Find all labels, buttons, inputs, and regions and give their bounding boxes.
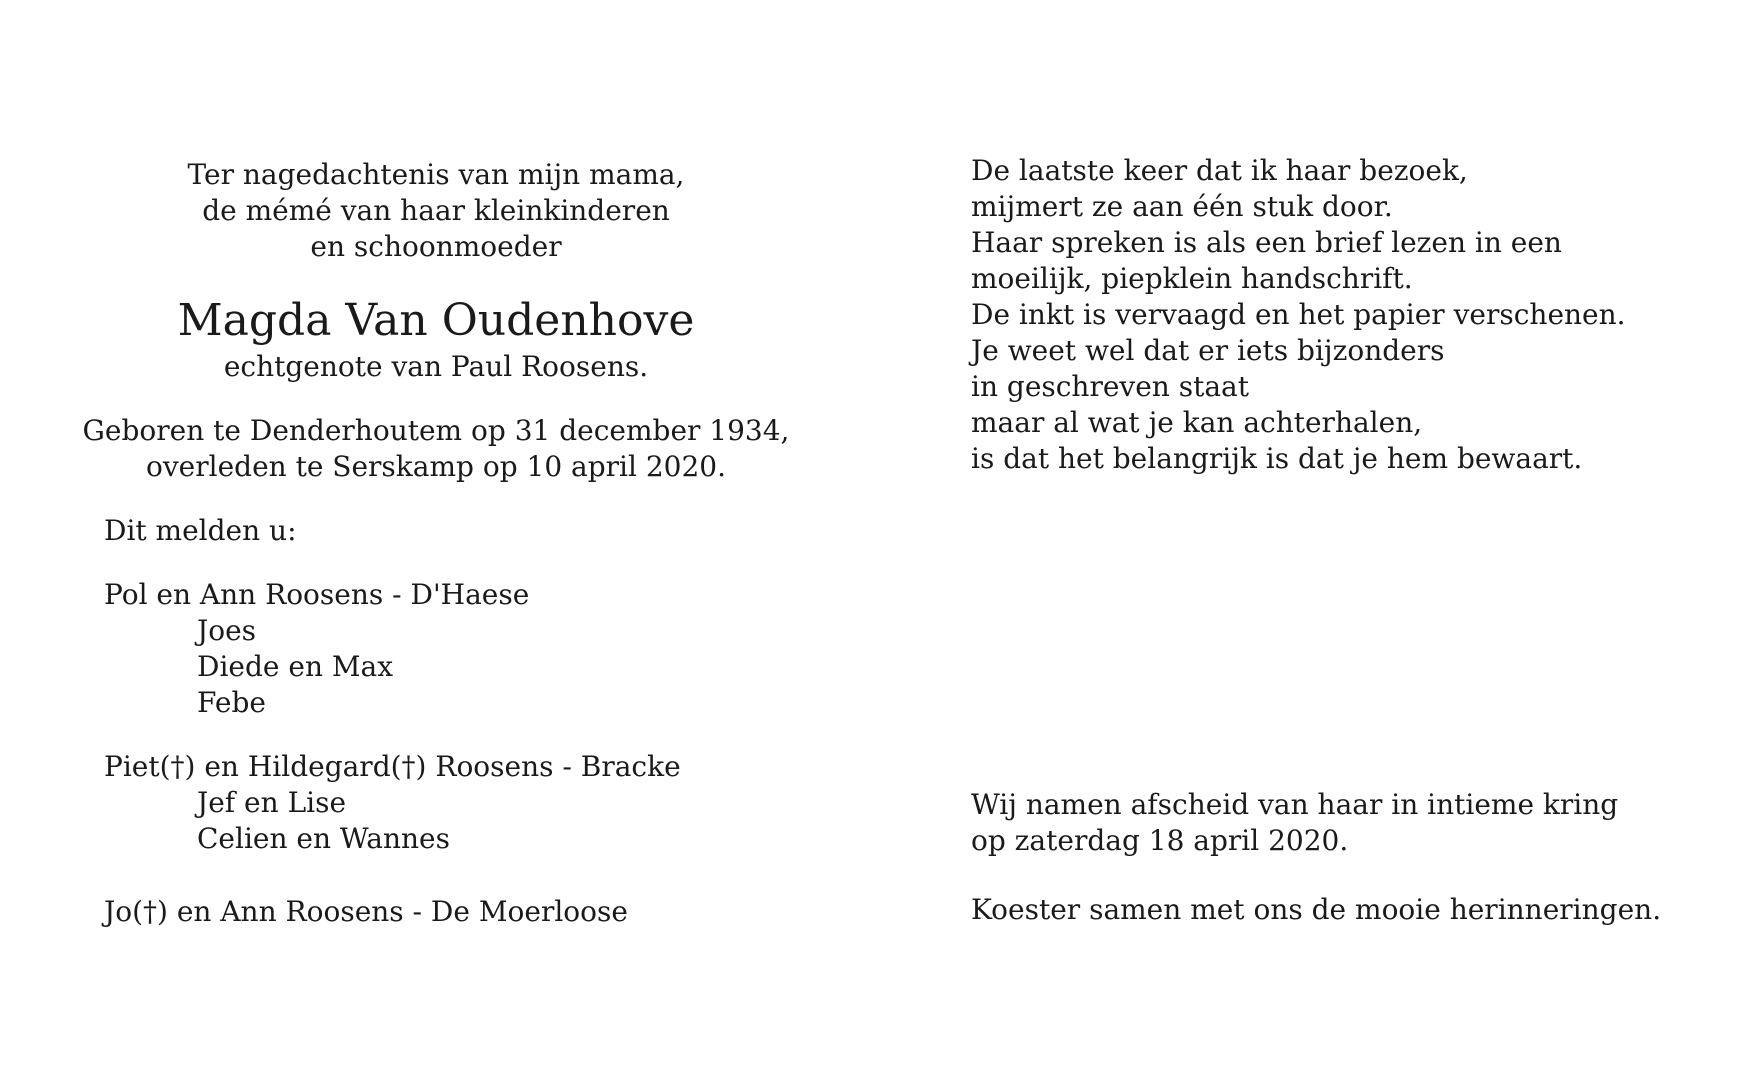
poem-line-2: mijmert ze aan één stuk door.: [971, 190, 1393, 223]
poem-line-7: in geschreven staat: [971, 370, 1250, 403]
dedication-line-3: en schoonmoeder: [310, 230, 562, 263]
announce-line: Dit melden u:: [104, 514, 297, 547]
birth-line: Geboren te Denderhoutem op 31 december 1934,: [82, 414, 790, 447]
poem-line-9: is dat het belangrijk is dat je hem bewaart.: [971, 442, 1583, 475]
farewell-line-1: Wij namen afscheid van haar in intieme kring: [971, 788, 1619, 821]
farewell-line-2: op zaterdag 18 april 2020.: [971, 824, 1349, 857]
family-1-head: Pol en Ann Roosens - D'Haese: [104, 578, 530, 611]
poem-line-8: maar al wat je kan achterhalen,: [971, 406, 1423, 439]
deceased-name: Magda Van Oudenhove: [177, 295, 695, 346]
poem-line-6: Je weet wel dat er iets bijzonders: [971, 334, 1445, 367]
poem-line-1: De laatste keer dat ik haar bezoek,: [971, 154, 1468, 187]
family-1-member: Joes: [197, 614, 257, 647]
closing-line: Koester samen met ons de mooie herinneringen.: [971, 893, 1662, 926]
family-2-member: Celien en Wannes: [197, 822, 450, 855]
dedication-line-1: Ter nagedachtenis van mijn mama,: [187, 158, 685, 191]
family-3-head: Jo(†) en Ann Roosens - De Moerloose: [104, 895, 628, 928]
family-1-member: Febe: [197, 686, 266, 719]
poem-line-5: De inkt is vervaagd en het papier verschenen.: [971, 298, 1626, 331]
death-line: overleden te Serskamp op 10 april 2020.: [145, 450, 727, 483]
family-2-member: Jef en Lise: [197, 786, 347, 819]
dedication-line-2: de mémé van haar kleinkinderen: [202, 194, 670, 227]
family-1-member: Diede en Max: [197, 650, 394, 683]
poem-line-4: moeilijk, piepklein handschrift.: [971, 262, 1413, 295]
family-2-head: Piet(†) en Hildegard(†) Roosens - Bracke: [104, 750, 681, 783]
poem-line-3: Haar spreken is als een brief lezen in een: [971, 226, 1562, 259]
spouse-line: echtgenote van Paul Roosens.: [223, 350, 649, 383]
